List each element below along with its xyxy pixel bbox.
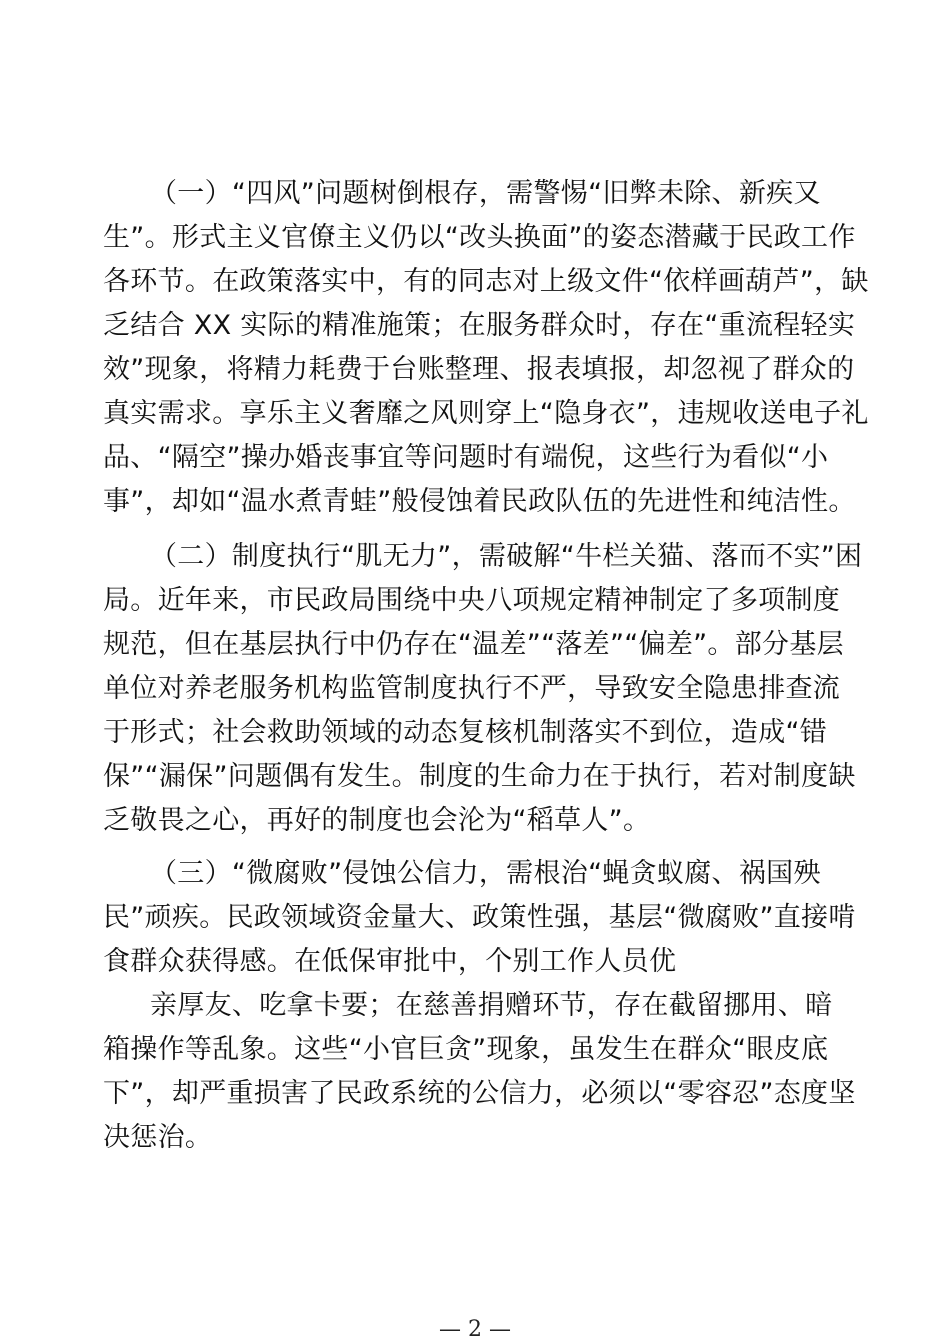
- paragraph-3-line-2: 民”顽疾。民政领域资金量大、政策性强，基层“微腐败”直接啃: [103, 902, 856, 933]
- paragraph-1-line-1: （一）“四风”问题树倒根存，需警惕“旧弊未除、新疾又: [150, 178, 821, 209]
- paragraph-1-line-3: 各环节。在政策落实中，有的同志对上级文件“依样画葫芦”，缺: [103, 266, 869, 297]
- paragraph-4-line-1: 亲厚友、吃拿卡要；在慈善捐赠环节，存在截留挪用、暗: [150, 990, 833, 1021]
- paragraph-2-line-5: 于形式；社会救助领域的动态复核机制落实不到位，造成“错: [103, 717, 828, 748]
- paragraph-3-line-3: 食群众获得感。在低保审批中，个别工作人员优: [103, 946, 677, 977]
- paragraph-2-line-2: 局。近年来，市民政局围绕中央八项规定精神制定了多项制度: [103, 585, 841, 616]
- paragraph-1-line-5: 效”现象，将精力耗费于台账整理、报表填报，却忽视了群众的: [103, 354, 855, 385]
- paragraph-1-line-2: 生”。形式主义官僚主义仍以“改头换面”的姿态潜藏于民政工作: [103, 222, 856, 253]
- paragraph-2-line-3: 规范，但在基层执行中仍存在“温差”“落差”“偏差”。部分基层: [103, 629, 844, 660]
- paragraph-3-line-1: （三）“微腐败”侵蚀公信力，需根治“蝇贪蚁腐、祸国殃: [150, 858, 821, 889]
- paragraph-1-line-6: 真实需求。享乐主义奢靡之风则穿上“隐身衣”，违规收送电子礼: [103, 398, 869, 429]
- paragraph-2-line-6: 保”“漏保”问题偶有发生。制度的生命力在于执行，若对制度缺: [103, 761, 856, 792]
- paragraph-4-line-2: 箱操作等乱象。这些“小官巨贪”现象，虽发生在群众“眼皮底: [103, 1034, 829, 1065]
- page-number: — 2 —: [439, 1317, 511, 1342]
- paragraph-2-line-4: 单位对养老服务机构监管制度执行不严，导致安全隐患排查流: [103, 673, 841, 704]
- paragraph-1-line-7: 品、“隔空”操办婚丧事宜等问题时有端倪，这些行为看似“小: [103, 442, 829, 473]
- paragraph-4-line-3: 下”，却严重损害了民政系统的公信力，必须以“零容忍”态度坚: [103, 1078, 856, 1109]
- paragraph-4-line-4: 决惩治。: [103, 1122, 213, 1153]
- paragraph-1-line-8: 事”，却如“温水煮青蛙”般侵蚀着民政队伍的先进性和纯洁性。: [103, 486, 856, 517]
- paragraph-2-line-7: 乏敬畏之心，再好的制度也会沦为“稻草人”。: [103, 805, 651, 836]
- paragraph-1-line-4: 乏结合 XX 实际的精准施策；在服务群众时，存在“重流程轻实: [103, 310, 856, 341]
- paragraph-2-line-1: （二）制度执行“肌无力”，需破解“牛栏关猫、落而不实”困: [150, 541, 863, 572]
